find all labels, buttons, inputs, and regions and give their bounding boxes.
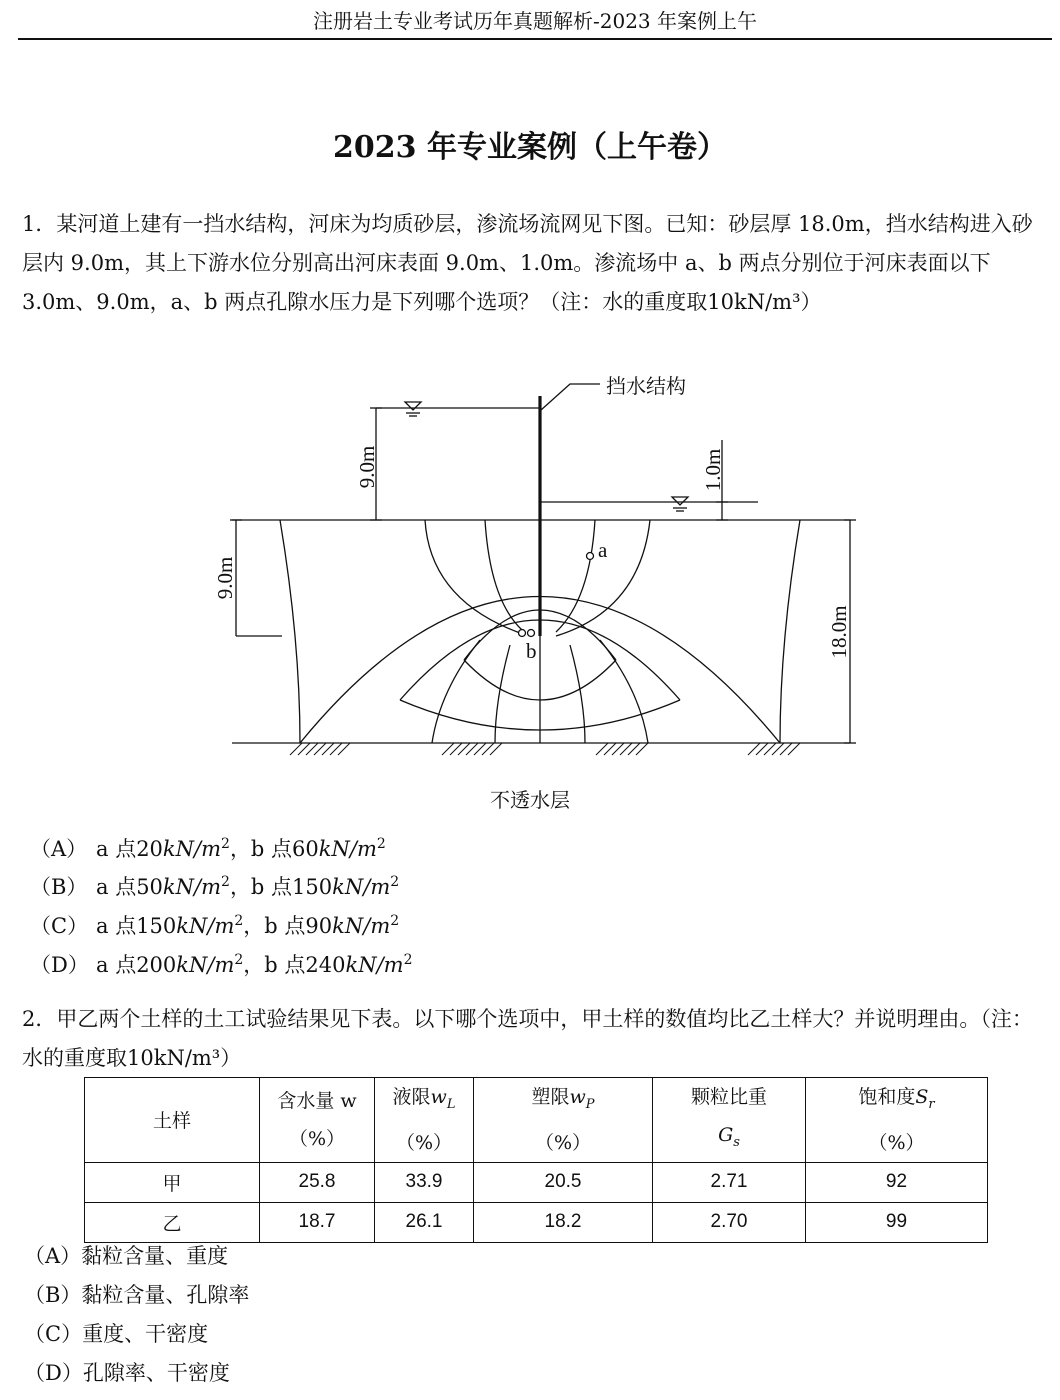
table-row: 甲 25.8 33.9 20.5 2.71 92 bbox=[85, 1162, 988, 1202]
equipotential-line bbox=[425, 520, 520, 633]
downstream-head-label: 1.0m bbox=[701, 448, 725, 492]
soil-test-table bbox=[84, 1077, 988, 1243]
header-specific-gravity: 颗粒比重 $G_s$ bbox=[653, 1078, 806, 1163]
equipotential-line bbox=[485, 520, 522, 630]
upstream-water-symbol bbox=[405, 402, 421, 410]
structure-leader-line bbox=[541, 384, 600, 410]
page-title: 2023 年专业案例（上午卷） bbox=[333, 130, 727, 165]
q2-option-a[interactable]: （A）黏粒含量、重度 bbox=[24, 1244, 229, 1268]
q1-option-a[interactable]: （A） a 点$20kN/m^2$，b 点$60kN/m^2$ bbox=[30, 836, 386, 861]
q1-option-b[interactable]: （B） a 点$50kN/m^2$，b 点$150kN/m^2$ bbox=[30, 874, 400, 899]
sand-thickness-label: 18.0m bbox=[827, 605, 851, 659]
flow-net-figure bbox=[200, 370, 880, 820]
header-water-content: 含水量 w （%） bbox=[260, 1078, 375, 1163]
point-b-marker bbox=[519, 630, 526, 637]
header-liquid-limit: 液限$w_L$ （%） bbox=[375, 1078, 474, 1163]
point-a-marker bbox=[587, 553, 594, 560]
point-b-label: b bbox=[526, 639, 537, 663]
q1-option-c[interactable]: （C） a 点$150kN/m^2$，b 点$90kN/m^2$ bbox=[30, 913, 400, 938]
equipotential-line bbox=[280, 520, 300, 743]
table-row: 乙 18.7 26.1 18.2 2.70 99 bbox=[85, 1202, 988, 1242]
structure-label: 挡水结构 bbox=[606, 376, 686, 398]
equipotential-line bbox=[600, 640, 648, 743]
equipotential-line bbox=[556, 520, 595, 632]
figure-caption: 不透水层 bbox=[490, 788, 570, 812]
q2-option-d[interactable]: （D）孔隙率、干密度 bbox=[24, 1361, 230, 1385]
q1-option-d[interactable]: （D） a 点$200kN/m^2$，b 点$240kN/m^2$ bbox=[30, 952, 413, 977]
q2-option-b[interactable]: （B）黏粒含量、孔隙率 bbox=[24, 1283, 250, 1307]
page-header bbox=[18, 8, 1052, 40]
hatch-marks bbox=[290, 743, 800, 755]
point-a-label: a bbox=[598, 538, 608, 562]
equipotential-line bbox=[432, 640, 480, 743]
upstream-head-label: 9.0m bbox=[355, 445, 379, 489]
header-text: 注册岩土专业考试历年真题解析-2023 年案例上午 bbox=[312, 9, 757, 33]
downstream-water-symbol bbox=[672, 497, 688, 505]
embed-depth-label: 9.0m bbox=[213, 556, 237, 600]
equipotential-line bbox=[780, 520, 800, 743]
question-2-text: 2．甲乙两个土样的土工试验结果见下表。以下哪个选项中，甲土样的数值均比乙土样大？并说明理由。（注：水的重度取10kN/m³） bbox=[22, 1007, 1033, 1070]
header-soil: 土样 bbox=[85, 1078, 260, 1163]
header-saturation: 饱和度$S_r$ （%） bbox=[806, 1078, 988, 1163]
header-plastic-limit: 塑限$w_P$ （%） bbox=[474, 1078, 653, 1163]
question-1-text: 1．某河道上建有一挡水结构，河床为均质砂层，渗流场流网见下图。已知：砂层厚 18.0m，挡水结构进入砂层内 9.0m，其上下游水位分别高出河床表面 9.0m、1.0m。渗流场中 a、b 两点分别位于河床表面以下 3.0m、9.0m，a、b 两点孔隙水压力是下列哪个选项？（注：水的重度取10kN/m³） bbox=[22, 212, 1033, 314]
q2-option-c[interactable]: （C）重度、干密度 bbox=[24, 1322, 209, 1346]
